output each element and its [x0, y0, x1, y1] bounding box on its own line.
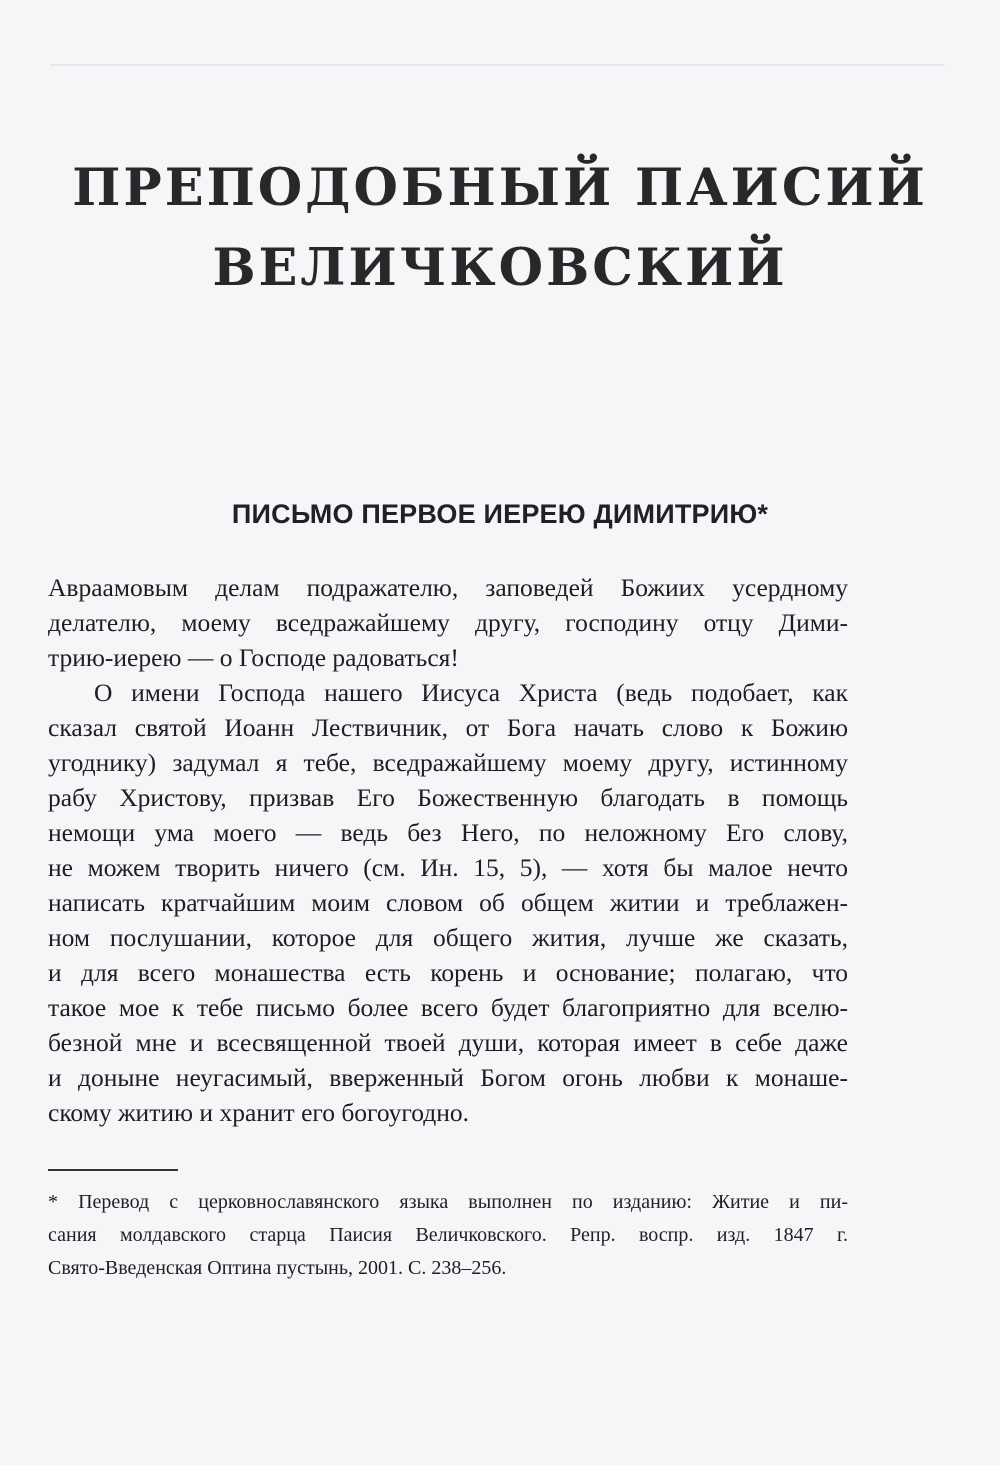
text-line: такое мое к тебе письмо более всего будет благоприятно для вселю-	[48, 993, 848, 1022]
footnote-rule	[48, 1169, 178, 1171]
chapter-title-line-2: ВЕЛИЧКОВСКИЙ	[212, 238, 788, 298]
text-line: написать кратчайшим моим словом об общем житии и треблажен-	[48, 888, 848, 917]
text-line: Авраамовым делам подражателю, заповедей Божиих усердному	[48, 573, 848, 602]
text-line: делателю, моему вседражайшему другу, господину отцу Дими-	[48, 608, 848, 637]
text-line: и доныне неугасимый, вверженный Богом огонь любви к монаше-	[48, 1063, 848, 1092]
text-line: угоднику) задумал я тебе, вседражайшему моему другу, истинному	[48, 748, 848, 777]
text-line: и для всего монашества есть корень и основание; полагаю, что	[48, 958, 848, 987]
footnote-line: * Перевод с церковнославянского языка выполнен по изданию: Житие и пи-	[48, 1191, 848, 1213]
text-line: ном послушании, которое для общего жития, лучше же сказать,	[48, 923, 848, 952]
text-line: сказал святой Иоанн Лествичник, от Бога начать слово к Божию	[48, 713, 848, 742]
paragraph-main	[48, 675, 848, 1130]
letter-heading: ПИСЬМО ПЕРВОЕ ИЕРЕЮ ДИМИТРИЮ*	[231, 499, 769, 529]
letter-body	[48, 570, 848, 1130]
text-line: О имени Господа нашего Иисуса Христа (ведь подобает, как	[94, 678, 848, 707]
footnote-line: сания молдавского старца Паисия Величковского. Репр. воспр. изд. 1847 г.	[48, 1224, 848, 1246]
text-line: скому житию и хранит его богоугодно.	[48, 1098, 469, 1127]
chapter-title	[0, 148, 1000, 308]
header-rule	[50, 64, 945, 66]
footnote-line: Свято-Введенская Оптина пустынь, 2001. С. 238–256.	[48, 1257, 507, 1279]
text-line: трию-иерею — о Господе радоваться!	[48, 643, 459, 672]
text-line: безной мне и всесвященной твоей души, которая имеет в себе даже	[48, 1028, 848, 1057]
chapter-title-line-1: ПРЕПОДОБНЫЙ ПАИСИЙ	[72, 158, 928, 218]
text-line: рабу Христову, призвав Его Божественную благодать в помощь	[48, 783, 848, 812]
text-line: не можем творить ничего (см. Ин. 15, 5), — хотя бы малое нечто	[48, 853, 848, 882]
footnote	[48, 1186, 848, 1285]
text-line: немощи ума моего — ведь без Него, по неложному Его слову,	[48, 818, 848, 847]
paragraph-salutation	[48, 570, 848, 675]
